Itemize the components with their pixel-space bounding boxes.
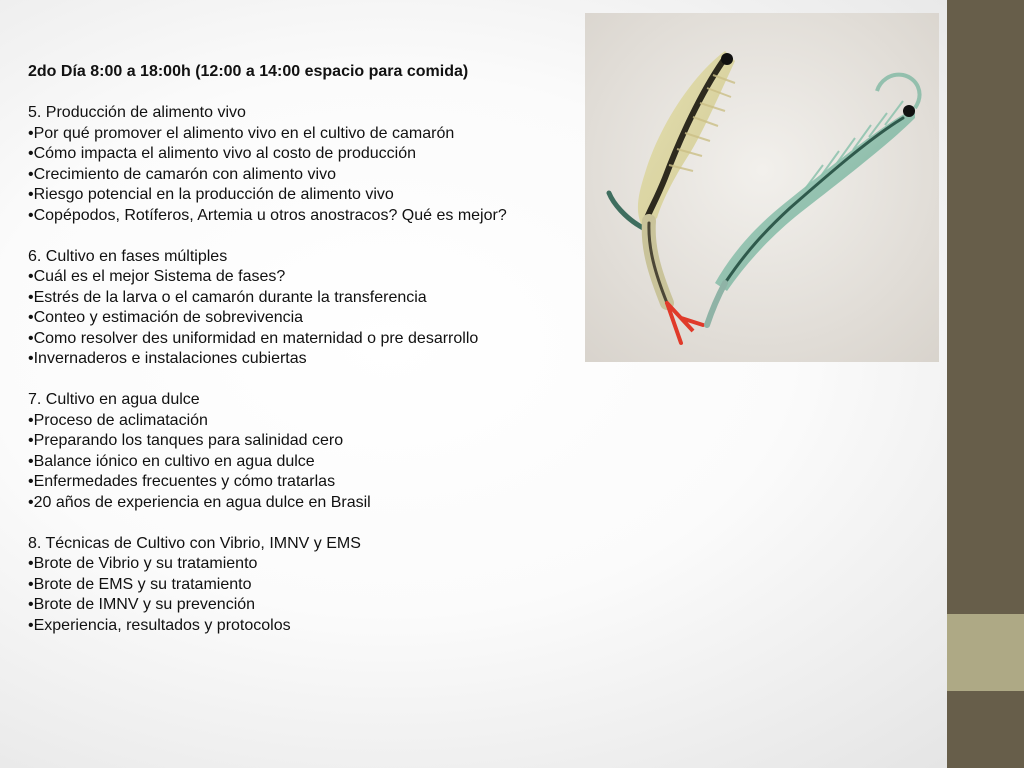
- bullet-item: •Balance iónico en cultivo en agua dulce: [28, 452, 315, 470]
- bullet-item: •Cuál es el mejor Sistema de fases?: [28, 268, 286, 285]
- section-disease-techniques: [28, 534, 578, 637]
- day-heading: 2do Día 8:00 a 18:00h (12:00 a 14:00 espacio para comida): [28, 63, 469, 80]
- bullet-item: •Proceso de aclimatación: [28, 411, 208, 429]
- bullet-item: •20 años de experiencia en agua dulce en Brasil: [28, 493, 371, 511]
- bullet-item: •Estrés de la larva o el camarón durante la transferencia: [28, 288, 427, 306]
- bullet-item: •Por qué promover el alimento vivo en el cultivo de camarón: [28, 124, 455, 142]
- section-title: 7. Cultivo en agua dulce: [28, 391, 200, 408]
- artemia-photo-icon: [585, 13, 939, 362]
- bullet-item: •Conteo y estimación de sobrevivencia: [28, 309, 304, 326]
- artemia-photo: [585, 13, 939, 362]
- photo-background: [585, 13, 939, 362]
- section-multiphase: [28, 247, 578, 370]
- bullet-item: •Copépodos, Rotíferos, Artemia u otros anostracos? Qué es mejor?: [28, 206, 507, 224]
- bullet-item: •Enfermedades frecuentes y cómo tratarlas: [28, 473, 336, 490]
- bullet-item: •Experiencia, resultados y protocolos: [28, 616, 291, 634]
- section-title: 5. Producción de alimento vivo: [28, 104, 246, 121]
- section-title: 8. Técnicas de Cultivo con Vibrio, IMNV y EMS: [28, 534, 361, 552]
- bullet-item: •Brote de EMS y su tratamiento: [28, 575, 252, 593]
- bullet-item: •Como resolver des uniformidad en maternidad o pre desarrollo: [28, 329, 479, 347]
- sidebar-accent-block: [947, 614, 1024, 691]
- bullet-item: •Brote de Vibrio y su tratamiento: [28, 555, 258, 572]
- bullet-item: •Crecimiento de camarón con alimento vivo: [28, 165, 336, 183]
- bullet-item: •Cómo impacta el alimento vivo al costo de producción: [28, 145, 417, 162]
- slide-content: [28, 62, 578, 657]
- bullet-item: •Riesgo potencial en la producción de alimento vivo: [28, 186, 394, 203]
- section-title: 6. Cultivo en fases múltiples: [28, 247, 228, 265]
- bullet-item: •Preparando los tanques para salinidad cero: [28, 432, 344, 449]
- section-live-food: [28, 103, 578, 226]
- section-freshwater: [28, 390, 578, 513]
- bullet-item: •Invernaderos e instalaciones cubiertas: [28, 350, 307, 367]
- bullet-item: •Brote de IMNV y su prevención: [28, 596, 256, 613]
